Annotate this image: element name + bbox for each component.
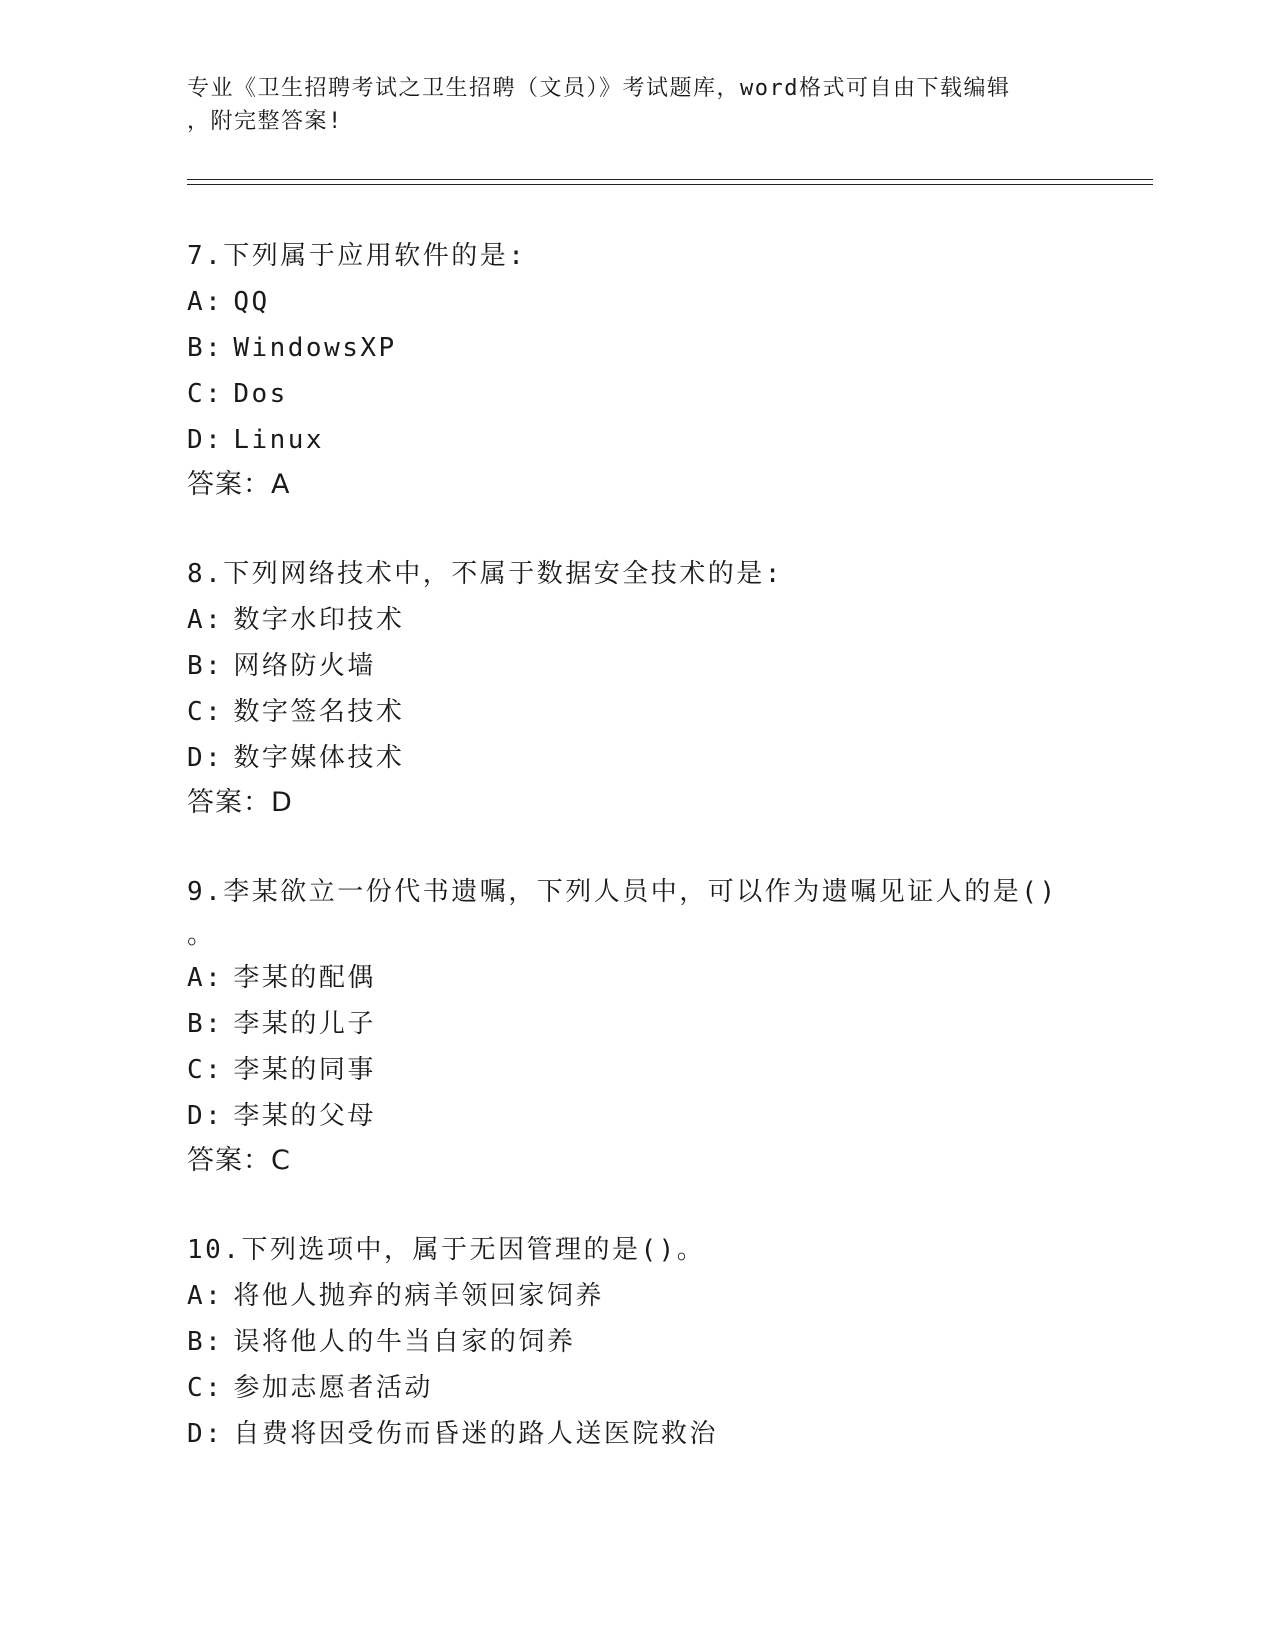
option-text: 数字签名技术 bbox=[233, 697, 405, 727]
option-label: C: bbox=[187, 1373, 224, 1403]
header-line-1: 专业《卫生招聘考试之卫生招聘（文员）》考试题库，word格式可自由下载编辑 bbox=[187, 76, 1011, 101]
option-a bbox=[187, 279, 1153, 325]
option-label: B: bbox=[187, 333, 224, 363]
option-text: 参加志愿者活动 bbox=[233, 1373, 433, 1403]
option-text: 李某的配偶 bbox=[233, 963, 376, 993]
option-text: 李某的儿子 bbox=[233, 1009, 376, 1039]
answer-text: 答案：A bbox=[187, 469, 291, 500]
option-c bbox=[187, 371, 1153, 417]
option-b bbox=[187, 643, 1153, 689]
option-d bbox=[187, 1411, 1153, 1457]
option-text: 将他人抛弃的病羊领回家饲养 bbox=[233, 1281, 604, 1311]
question-stem: 7.下列属于应用软件的是: bbox=[187, 241, 527, 271]
option-d bbox=[187, 735, 1153, 781]
option-label: D: bbox=[187, 1101, 224, 1131]
option-label: A: bbox=[187, 963, 224, 993]
option-text: 李某的同事 bbox=[233, 1055, 376, 1085]
option-c bbox=[187, 689, 1153, 735]
option-text: Linux bbox=[233, 425, 325, 455]
option-a bbox=[187, 597, 1153, 643]
option-text: 自费将因受伤而昏迷的路人送医院救治 bbox=[233, 1419, 718, 1449]
option-label: C: bbox=[187, 1055, 224, 1085]
option-label: C: bbox=[187, 379, 224, 409]
option-text: QQ bbox=[233, 287, 270, 317]
option-b bbox=[187, 325, 1153, 371]
answer-text: 答案：D bbox=[187, 787, 293, 818]
question-8 bbox=[187, 551, 1153, 825]
answer-text: 答案：C bbox=[187, 1145, 291, 1176]
question-7 bbox=[187, 233, 1153, 507]
option-c bbox=[187, 1365, 1153, 1411]
option-label: C: bbox=[187, 697, 224, 727]
option-text: 误将他人的牛当自家的饲养 bbox=[233, 1327, 576, 1357]
option-a bbox=[187, 1273, 1153, 1319]
header-line-2: ，附完整答案! bbox=[187, 109, 343, 134]
option-text: WindowsXP bbox=[233, 333, 397, 363]
question-stem: 8.下列网络技术中，不属于数据安全技术的是: bbox=[187, 559, 783, 589]
question-stem-continuation: 。 bbox=[187, 920, 216, 950]
option-text: 数字媒体技术 bbox=[233, 743, 405, 773]
header-divider-top bbox=[187, 179, 1153, 180]
option-label: A: bbox=[187, 287, 224, 317]
option-label: D: bbox=[187, 743, 224, 773]
option-label: A: bbox=[187, 605, 224, 635]
question-stem: 10.下列选项中，属于无因管理的是()。 bbox=[187, 1235, 706, 1265]
option-label: D: bbox=[187, 1419, 224, 1449]
option-label: A: bbox=[187, 1281, 224, 1311]
header-divider-bottom bbox=[187, 184, 1153, 185]
question-9 bbox=[187, 869, 1153, 1183]
option-label: B: bbox=[187, 651, 224, 681]
option-text: 数字水印技术 bbox=[233, 605, 405, 635]
document-header bbox=[187, 72, 1067, 138]
option-text: 李某的父母 bbox=[233, 1101, 376, 1131]
option-d bbox=[187, 417, 1153, 463]
question-list bbox=[187, 233, 1153, 1501]
option-b bbox=[187, 1001, 1153, 1047]
option-text: Dos bbox=[233, 379, 288, 409]
option-label: B: bbox=[187, 1327, 224, 1357]
question-10 bbox=[187, 1227, 1153, 1457]
question-stem: 9.李某欲立一份代书遗嘱，下列人员中，可以作为遗嘱见证人的是() bbox=[187, 877, 1058, 907]
option-d bbox=[187, 1093, 1153, 1139]
option-label: D: bbox=[187, 425, 224, 455]
option-b bbox=[187, 1319, 1153, 1365]
option-label: B: bbox=[187, 1009, 224, 1039]
option-a bbox=[187, 955, 1153, 1001]
option-c bbox=[187, 1047, 1153, 1093]
option-text: 网络防火墙 bbox=[233, 651, 376, 681]
